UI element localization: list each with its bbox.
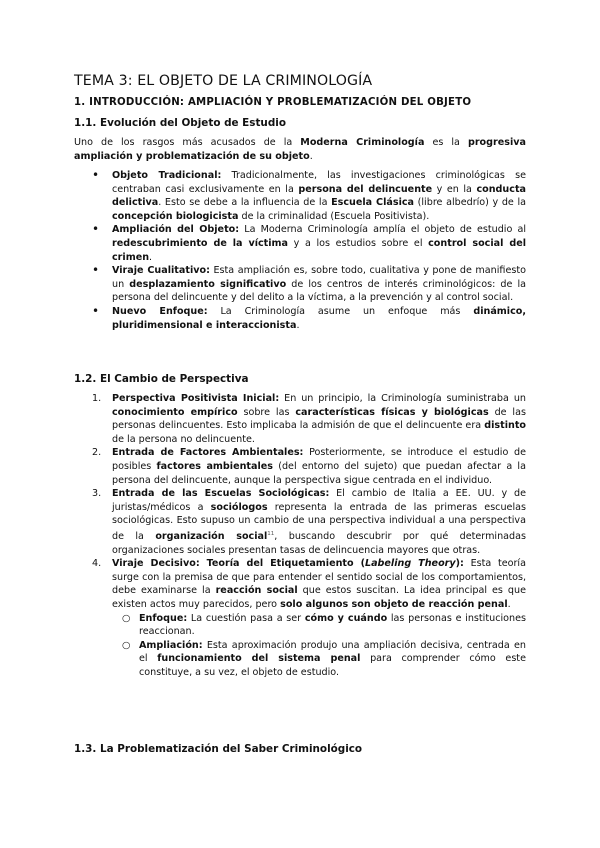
- objeto-bullet-list: [112, 169, 526, 332]
- document-title: TEMA 3: EL OBJETO DE LA CRIMINOLOGÍA: [74, 73, 373, 89]
- subsection-1-1-block: [74, 117, 526, 129]
- subsection-1-2-heading: 1.2. El Cambio de Perspectiva: [74, 373, 249, 385]
- list-item: ○ Ampliación: Esta aproximación produjo una ampliación decisiva, centrada en el funcionamiento del sistema penal para comprender cómo este constituye, a su vez, el objeto de estudio.: [122, 639, 526, 678]
- list-number: 1.: [92, 393, 102, 404]
- list-item: • Ampliación del Objeto: La Moderna Criminología amplía el objeto de estudio al redescubrimiento de la víctima y a los estudios sobre el control social del crimen.: [112, 223, 526, 264]
- list-number: 3.: [92, 488, 102, 500]
- bullet-icon: [92, 305, 99, 320]
- list-item: 4. Viraje Decisivo: Teoría del Etiquetamiento (Labeling Theory): Esta teoría surge con la premisa de que para entender el sentido social de los comportamientos, debe examinarse la reacción social que estos suscitan. La idea principal es que existen actos muy parecidos, pero solo algunos son objeto de reacción penal. ○ Enfoque: La cuestión pasa a ser cómo y cuándo las personas e instituciones reaccionan. ○ Ampliación: Esta aproximación produjo una ampliación decisiva, centrada en el funcionamiento del sistema penal para comprender cómo este constituye, a su vez, el objeto de estudio.: [92, 558, 526, 678]
- intro-paragraph: Uno de los rasgos más acusados de la Moderna Criminología es la progresiva ampliación y problematización de su objeto.: [74, 137, 526, 162]
- list-number: 2.: [92, 447, 102, 459]
- list-item: • Nuevo Enfoque: La Criminología asume un enfoque más dinámico, pluridimensional e interaccionista.: [112, 305, 526, 332]
- hollow-circle-icon: ○: [122, 639, 131, 651]
- bullet-icon: [92, 223, 99, 238]
- list-item: 2. Entrada de Factores Ambientales: Posteriormente, se introduce el estudio de posibles factores ambientales (del entorno del sujeto) que puedan afectar a la persona del delincuente, aunque la perspectiva sigue centrada en el individuo.: [92, 447, 526, 486]
- subsection-1-2-block: [74, 373, 526, 385]
- document-title-block: [74, 73, 526, 89]
- list-item: • Objeto Tradicional: Tradicionalmente, las investigaciones criminológicas se centraban casi exclusivamente en la persona del delincuente y en la conducta delictiva. Esto se debe a la influencia de la Escuela Clásica (libre albedrío) y de la concepción biologicista de la criminalidad (Escuela Positivista).: [112, 169, 526, 223]
- hollow-circle-icon: ○: [122, 612, 131, 624]
- intro-paragraph-block: [74, 136, 526, 163]
- subsection-1-3-heading: 1.3. La Problematización del Saber Criminológico: [74, 743, 363, 755]
- list-item: 3. Entrada de las Escuelas Sociológicas: El cambio de Italia a EE. UU. y de juristas/médicos a sociólogos representa la entrada de las primeras escuelas sociológicas. Esto supuso un cambio de una perspectiva individual a una perspectiva de la organización social$^{11}$, buscando descubrir por qué determinadas organizaciones sociales presentan tasas de delincuencia mayores que otras.: [92, 488, 527, 556]
- list-item: • Viraje Cualitativo: Esta ampliación es, sobre todo, cualitativa y pone de manifiesto un desplazamiento significativo de los centros de interés criminológicos: de la persona del delincuente y del delito a la víctima, a la prevención y al control social.: [112, 264, 526, 305]
- perspective-numbered-list: [92, 392, 527, 679]
- subsection-1-3-block: [74, 743, 526, 755]
- section-1-block: [74, 97, 526, 108]
- section-1-heading: 1. INTRODUCCIÓN: AMPLIACIÓN Y PROBLEMATIZACIÓN DEL OBJETO: [74, 97, 472, 108]
- bullet-icon: [92, 169, 99, 184]
- list-item: ○ Enfoque: La cuestión pasa a ser cómo y cuándo las personas e instituciones reaccionan.: [122, 612, 526, 638]
- bullet-icon: [92, 264, 99, 279]
- subsection-1-1-heading: 1.1. Evolución del Objeto de Estudio: [74, 117, 286, 129]
- footnote-marker[interactable]: 11: [267, 530, 275, 537]
- list-item: 1. Perspectiva Positivista Inicial: En un principio, la Criminología suministraba un conocimiento empírico sobre las características físicas y biológicas de las personas delincuentes. Esto implicaba la admisión de que el delincuente era distinto de la persona no delincuente.: [92, 393, 526, 445]
- list-number: 4.: [92, 558, 102, 570]
